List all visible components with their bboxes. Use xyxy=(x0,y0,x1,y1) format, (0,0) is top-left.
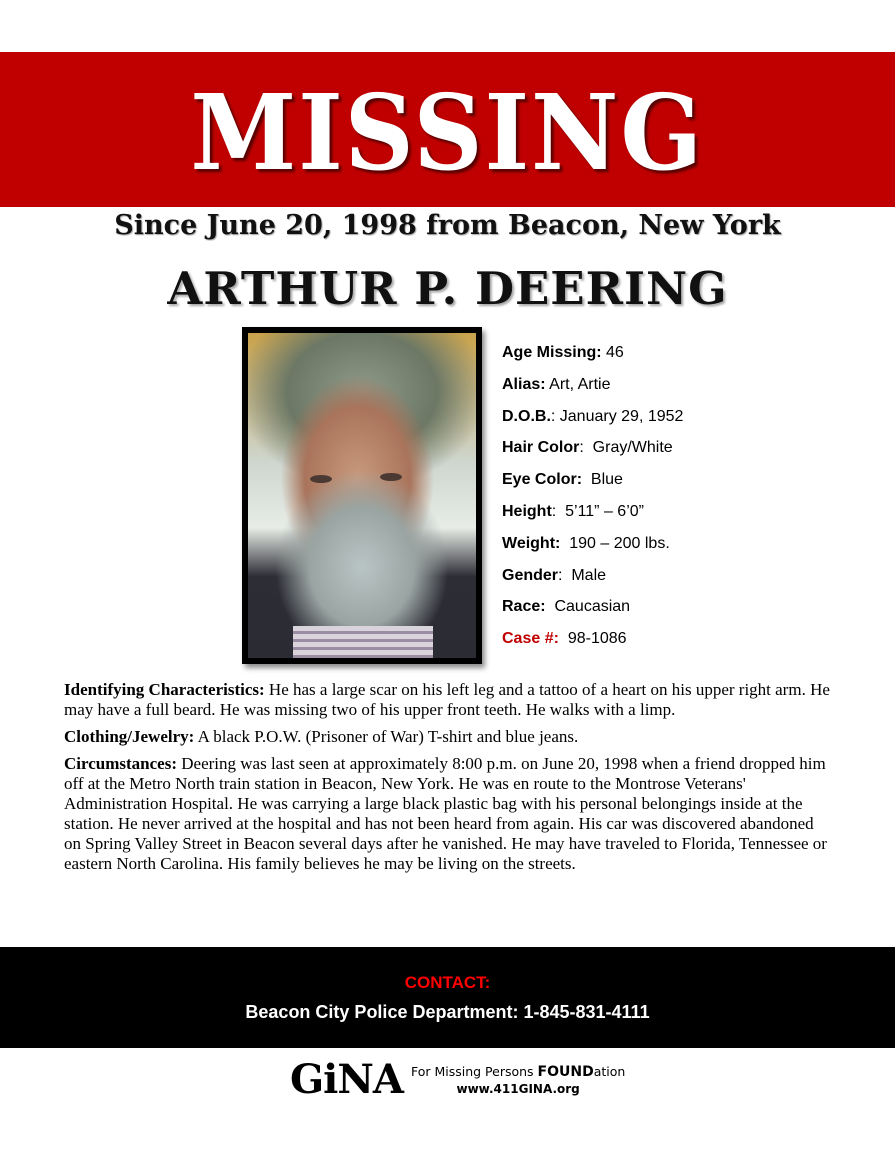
fact-label: Age Missing: xyxy=(502,344,602,361)
identifying-label: Identifying Characteristics: xyxy=(64,680,265,699)
fact-label: Hair Color xyxy=(502,439,580,457)
fact-value: 190 – 200 lbs. xyxy=(560,534,670,552)
fact-label: D.O.B. xyxy=(502,407,551,425)
facts-list xyxy=(502,340,862,658)
circumstances-label: Circumstances: xyxy=(64,754,177,773)
fact-value: : Male xyxy=(558,566,607,584)
gina-tagline xyxy=(411,1063,625,1081)
fact-label: Gender xyxy=(502,566,559,584)
fact-value: 46 xyxy=(601,344,624,361)
clothing-text: A black P.O.W. (Prisoner of War) T-shirt and blue jeans. xyxy=(194,727,579,746)
identifying-characteristics xyxy=(64,680,834,720)
clothing-jewelry xyxy=(64,727,834,747)
missing-since-line: Since June 20, 1998 from Beacon, New York xyxy=(114,210,781,241)
fact-value: 98-1086 xyxy=(558,630,627,648)
fact-weight xyxy=(502,531,862,563)
photo-eye-left xyxy=(310,475,332,483)
fact-label: Case #: xyxy=(502,630,559,648)
person-photo xyxy=(248,333,476,658)
fact-case-number xyxy=(502,626,862,658)
fact-value: : 5’11” – 6’0” xyxy=(551,502,644,520)
gina-logo xyxy=(290,1058,625,1102)
contact-bar xyxy=(0,947,895,1048)
tagline-bold: FOUND xyxy=(537,1063,594,1080)
gina-url: www.411GINA.org xyxy=(456,1081,580,1096)
details-section xyxy=(64,680,834,881)
contact-phone-line: Beacon City Police Department: 1-845-831-4111 xyxy=(245,1002,650,1022)
photo-eye-right xyxy=(380,473,402,481)
contact-label: CONTACT: xyxy=(404,973,491,992)
circumstances-text: Deering was last seen at approximately 8:00 p.m. on June 20, 1998 when a friend dropped him off at the Metro North train station in Beacon, New York. He was en route to the Montrose Veterans' Administration Hospital. He was carrying a large black plastic bag with his personal belongings inside at the station. He never arrived at the hospital and has not been heard from again. His car was discovered abandoned on Spring Valley Street in Beacon several days after he vanished. He may have traveled to Florida, Tennessee or eastern North Carolina. His family believes he may be living on the streets. xyxy=(64,754,827,873)
clothing-label: Clothing/Jewelry: xyxy=(64,727,195,746)
person-photo-frame xyxy=(242,327,482,664)
fact-value: : January 29, 1952 xyxy=(550,407,684,425)
fact-eye-color xyxy=(502,467,862,499)
fact-race xyxy=(502,594,862,626)
fact-label: Race: xyxy=(502,598,546,616)
fact-value: Blue xyxy=(582,471,623,489)
fact-label: Eye Color: xyxy=(502,471,583,489)
tagline-prefix: For Missing Persons xyxy=(410,1063,538,1079)
fact-height xyxy=(502,499,862,531)
fact-gender xyxy=(502,563,862,595)
gina-logo-text xyxy=(411,1063,625,1098)
fact-dob xyxy=(502,404,862,436)
banner-title: MISSING xyxy=(190,70,705,194)
fact-age-missing xyxy=(502,340,862,372)
photo-shirt xyxy=(293,626,433,658)
missing-banner xyxy=(0,52,895,207)
fact-value: : Gray/White xyxy=(579,439,673,457)
fact-label: Alias: xyxy=(502,375,546,393)
fact-alias xyxy=(502,372,862,404)
fact-label: Height xyxy=(502,502,552,520)
identifying-text: He has a large scar on his left leg and a tattoo of a heart on his upper right arm. He may have a full beard. He was missing two of his upper front teeth. He walks with a limp. xyxy=(64,680,830,719)
person-name: ARTHUR P. DEERING xyxy=(167,262,728,315)
gina-logo-mark: GiNA xyxy=(290,1056,403,1103)
fact-label: Weight: xyxy=(502,534,561,552)
tagline-suffix: ation xyxy=(593,1063,626,1079)
circumstances xyxy=(64,754,834,874)
fact-hair-color xyxy=(502,435,862,467)
fact-value: Art, Artie xyxy=(545,375,611,393)
fact-value: Caucasian xyxy=(545,598,631,616)
